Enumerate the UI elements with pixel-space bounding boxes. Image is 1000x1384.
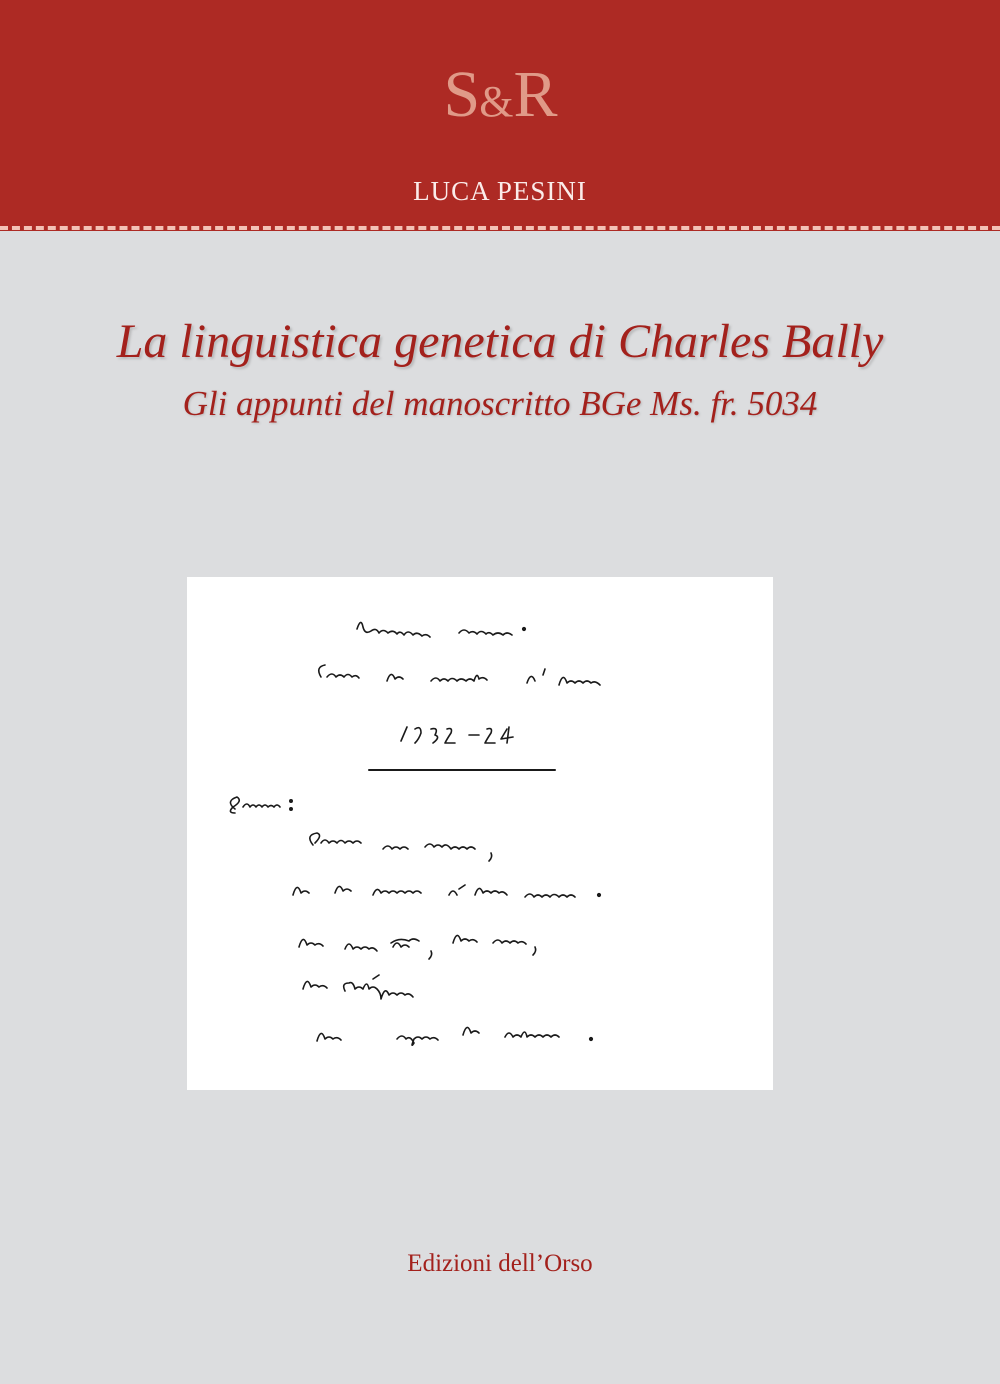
series-logo-s: S [443, 58, 480, 131]
dashed-divider [0, 226, 1000, 230]
book-title: La linguistica genetica di Charles Bally [116, 315, 884, 368]
handwritten-notes [187, 577, 773, 1090]
publisher-name: Edizioni dell’Orso [407, 1250, 593, 1277]
manuscript-image [187, 577, 773, 1090]
book-subtitle: Gli appunti del manoscritto BGe Ms. fr. 5034 [182, 384, 818, 423]
series-logo-r: R [513, 58, 557, 131]
author-name: LUCA PESINI [413, 176, 587, 206]
series-logo [0, 58, 1000, 131]
series-logo-ampersand: & [479, 77, 514, 126]
